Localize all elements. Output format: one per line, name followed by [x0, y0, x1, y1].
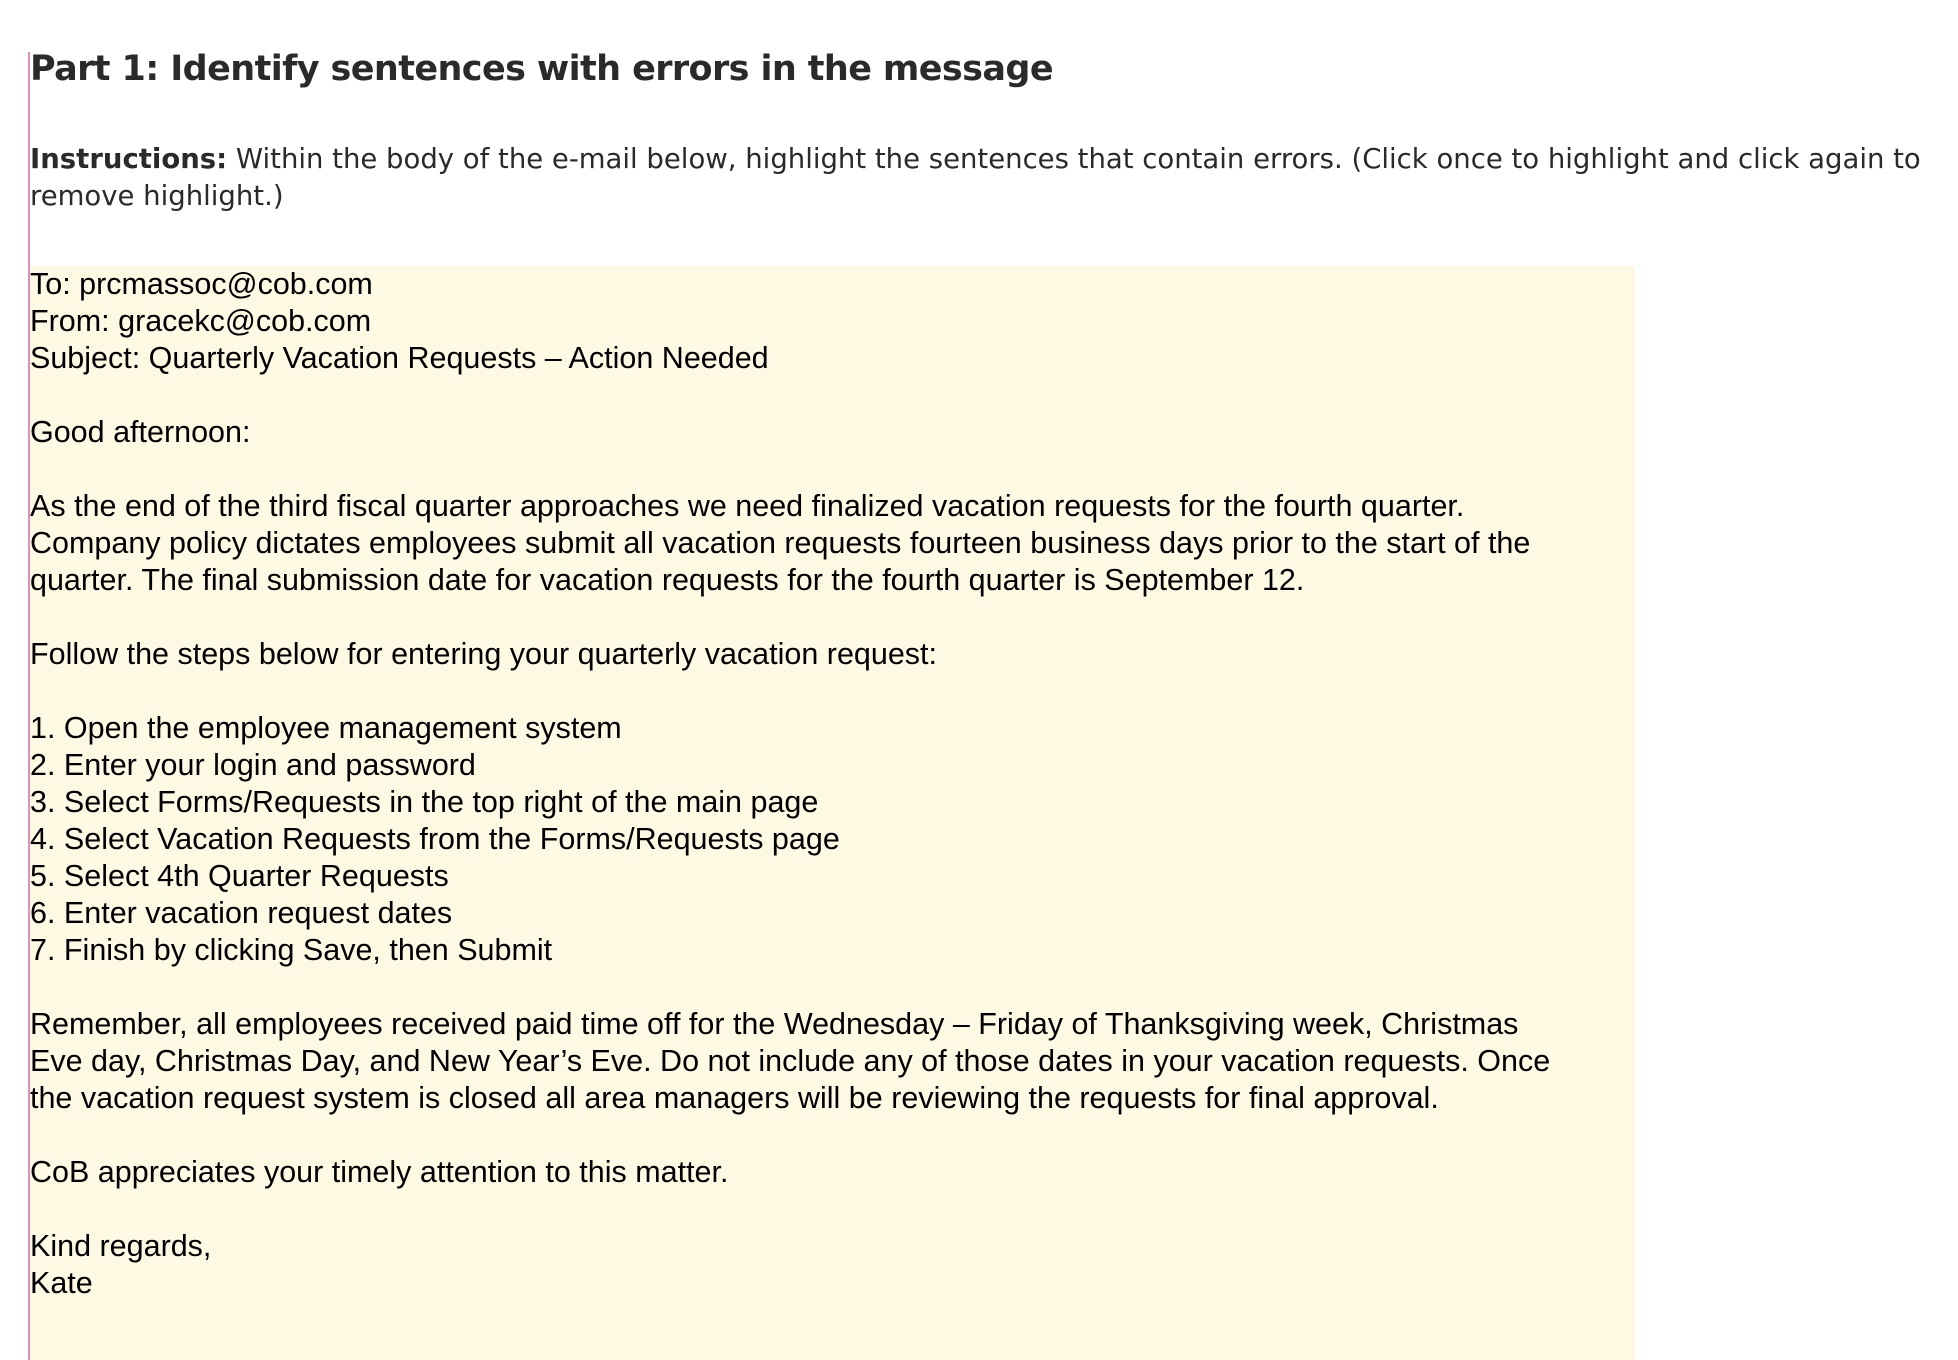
paragraph2-line	[30, 1080, 1635, 1117]
email-signoff[interactable]: Kind regards,	[30, 1229, 212, 1263]
step-line	[30, 784, 1635, 821]
step-item[interactable]: 3. Select Forms/Requests in the top right of the main page	[30, 785, 819, 819]
step-line	[30, 895, 1635, 932]
email-signature[interactable]: Kate	[30, 1266, 93, 1300]
email-from[interactable]: From: gracekc@cob.com	[30, 304, 372, 338]
step-line	[30, 710, 1635, 747]
signoff-line	[30, 1228, 1635, 1265]
sentence[interactable]: Company policy dictates employees submit all vacation requests fourteen business days prior to the start of the	[30, 526, 1531, 560]
paragraph1-line	[30, 525, 1635, 562]
steps-intro-line	[30, 636, 1635, 673]
email-greeting[interactable]: Good afternoon:	[30, 415, 251, 449]
step-item[interactable]: 5. Select 4th Quarter Requests	[30, 859, 449, 893]
step-item[interactable]: 7. Finish by clicking Save, then Submit	[30, 933, 553, 967]
sentence[interactable]: the vacation request system is closed all area managers will be reviewing the requests for final approval.	[30, 1081, 1439, 1115]
greeting-line	[30, 414, 1635, 451]
page-title: Part 1: Identify sentences with errors in the message	[30, 49, 1054, 89]
step-item[interactable]: 4. Select Vacation Requests from the Forms/Requests page	[30, 822, 840, 856]
step-line	[30, 821, 1635, 858]
paragraph1-line	[30, 488, 1635, 525]
email-from-line	[30, 303, 1635, 340]
instructions-label: Instructions:	[30, 143, 228, 175]
spacer	[30, 451, 1635, 488]
spacer	[30, 1117, 1635, 1154]
closing-sentence[interactable]: CoB appreciates your timely attention to this matter.	[30, 1155, 729, 1189]
step-line	[30, 932, 1635, 969]
spacer	[30, 969, 1635, 1006]
steps-intro[interactable]: Follow the steps below for entering your quarterly vacation request:	[30, 637, 938, 671]
email-to[interactable]: To: prcmassoc@cob.com	[30, 267, 373, 301]
instructions-text: Within the body of the e-mail below, highlight the sentences that contain errors. (Click once to highlight and click again to remove highlight.)	[30, 143, 1921, 212]
paragraph2-line	[30, 1006, 1635, 1043]
signature-line	[30, 1265, 1635, 1302]
instructions	[30, 141, 1930, 215]
paragraph2-line	[30, 1043, 1635, 1080]
email-to-line	[30, 266, 1635, 303]
step-line	[30, 747, 1635, 784]
closing-line	[30, 1154, 1635, 1191]
spacer	[30, 377, 1635, 414]
sentence[interactable]: As the end of the third fiscal quarter approaches we need finalized vacation requests for the fourth quarter.	[30, 489, 1465, 523]
email-subject-line	[30, 340, 1635, 377]
spacer	[30, 673, 1635, 710]
paragraph1-line	[30, 562, 1635, 599]
step-line	[30, 858, 1635, 895]
spacer	[30, 1191, 1635, 1228]
step-item[interactable]: 1. Open the employee management system	[30, 711, 622, 745]
question-container	[30, 0, 1930, 1300]
sentence[interactable]: quarter. The final submission date for vacation requests for the fourth quarter is September 12.	[30, 563, 1305, 597]
step-item[interactable]: 2. Enter your login and password	[30, 748, 476, 782]
sentence[interactable]: Eve day, Christmas Day, and New Year’s Eve. Do not include any of those dates in your vacation requests. Once	[30, 1044, 1551, 1078]
step-item[interactable]: 6. Enter vacation request dates	[30, 896, 453, 930]
email-body	[30, 266, 1635, 1360]
sentence[interactable]: Remember, all employees received paid time off for the Wednesday – Friday of Thanksgiving week, Christmas	[30, 1007, 1519, 1041]
email-subject[interactable]: Subject: Quarterly Vacation Requests – Action Needed	[30, 341, 769, 375]
spacer	[30, 599, 1635, 636]
